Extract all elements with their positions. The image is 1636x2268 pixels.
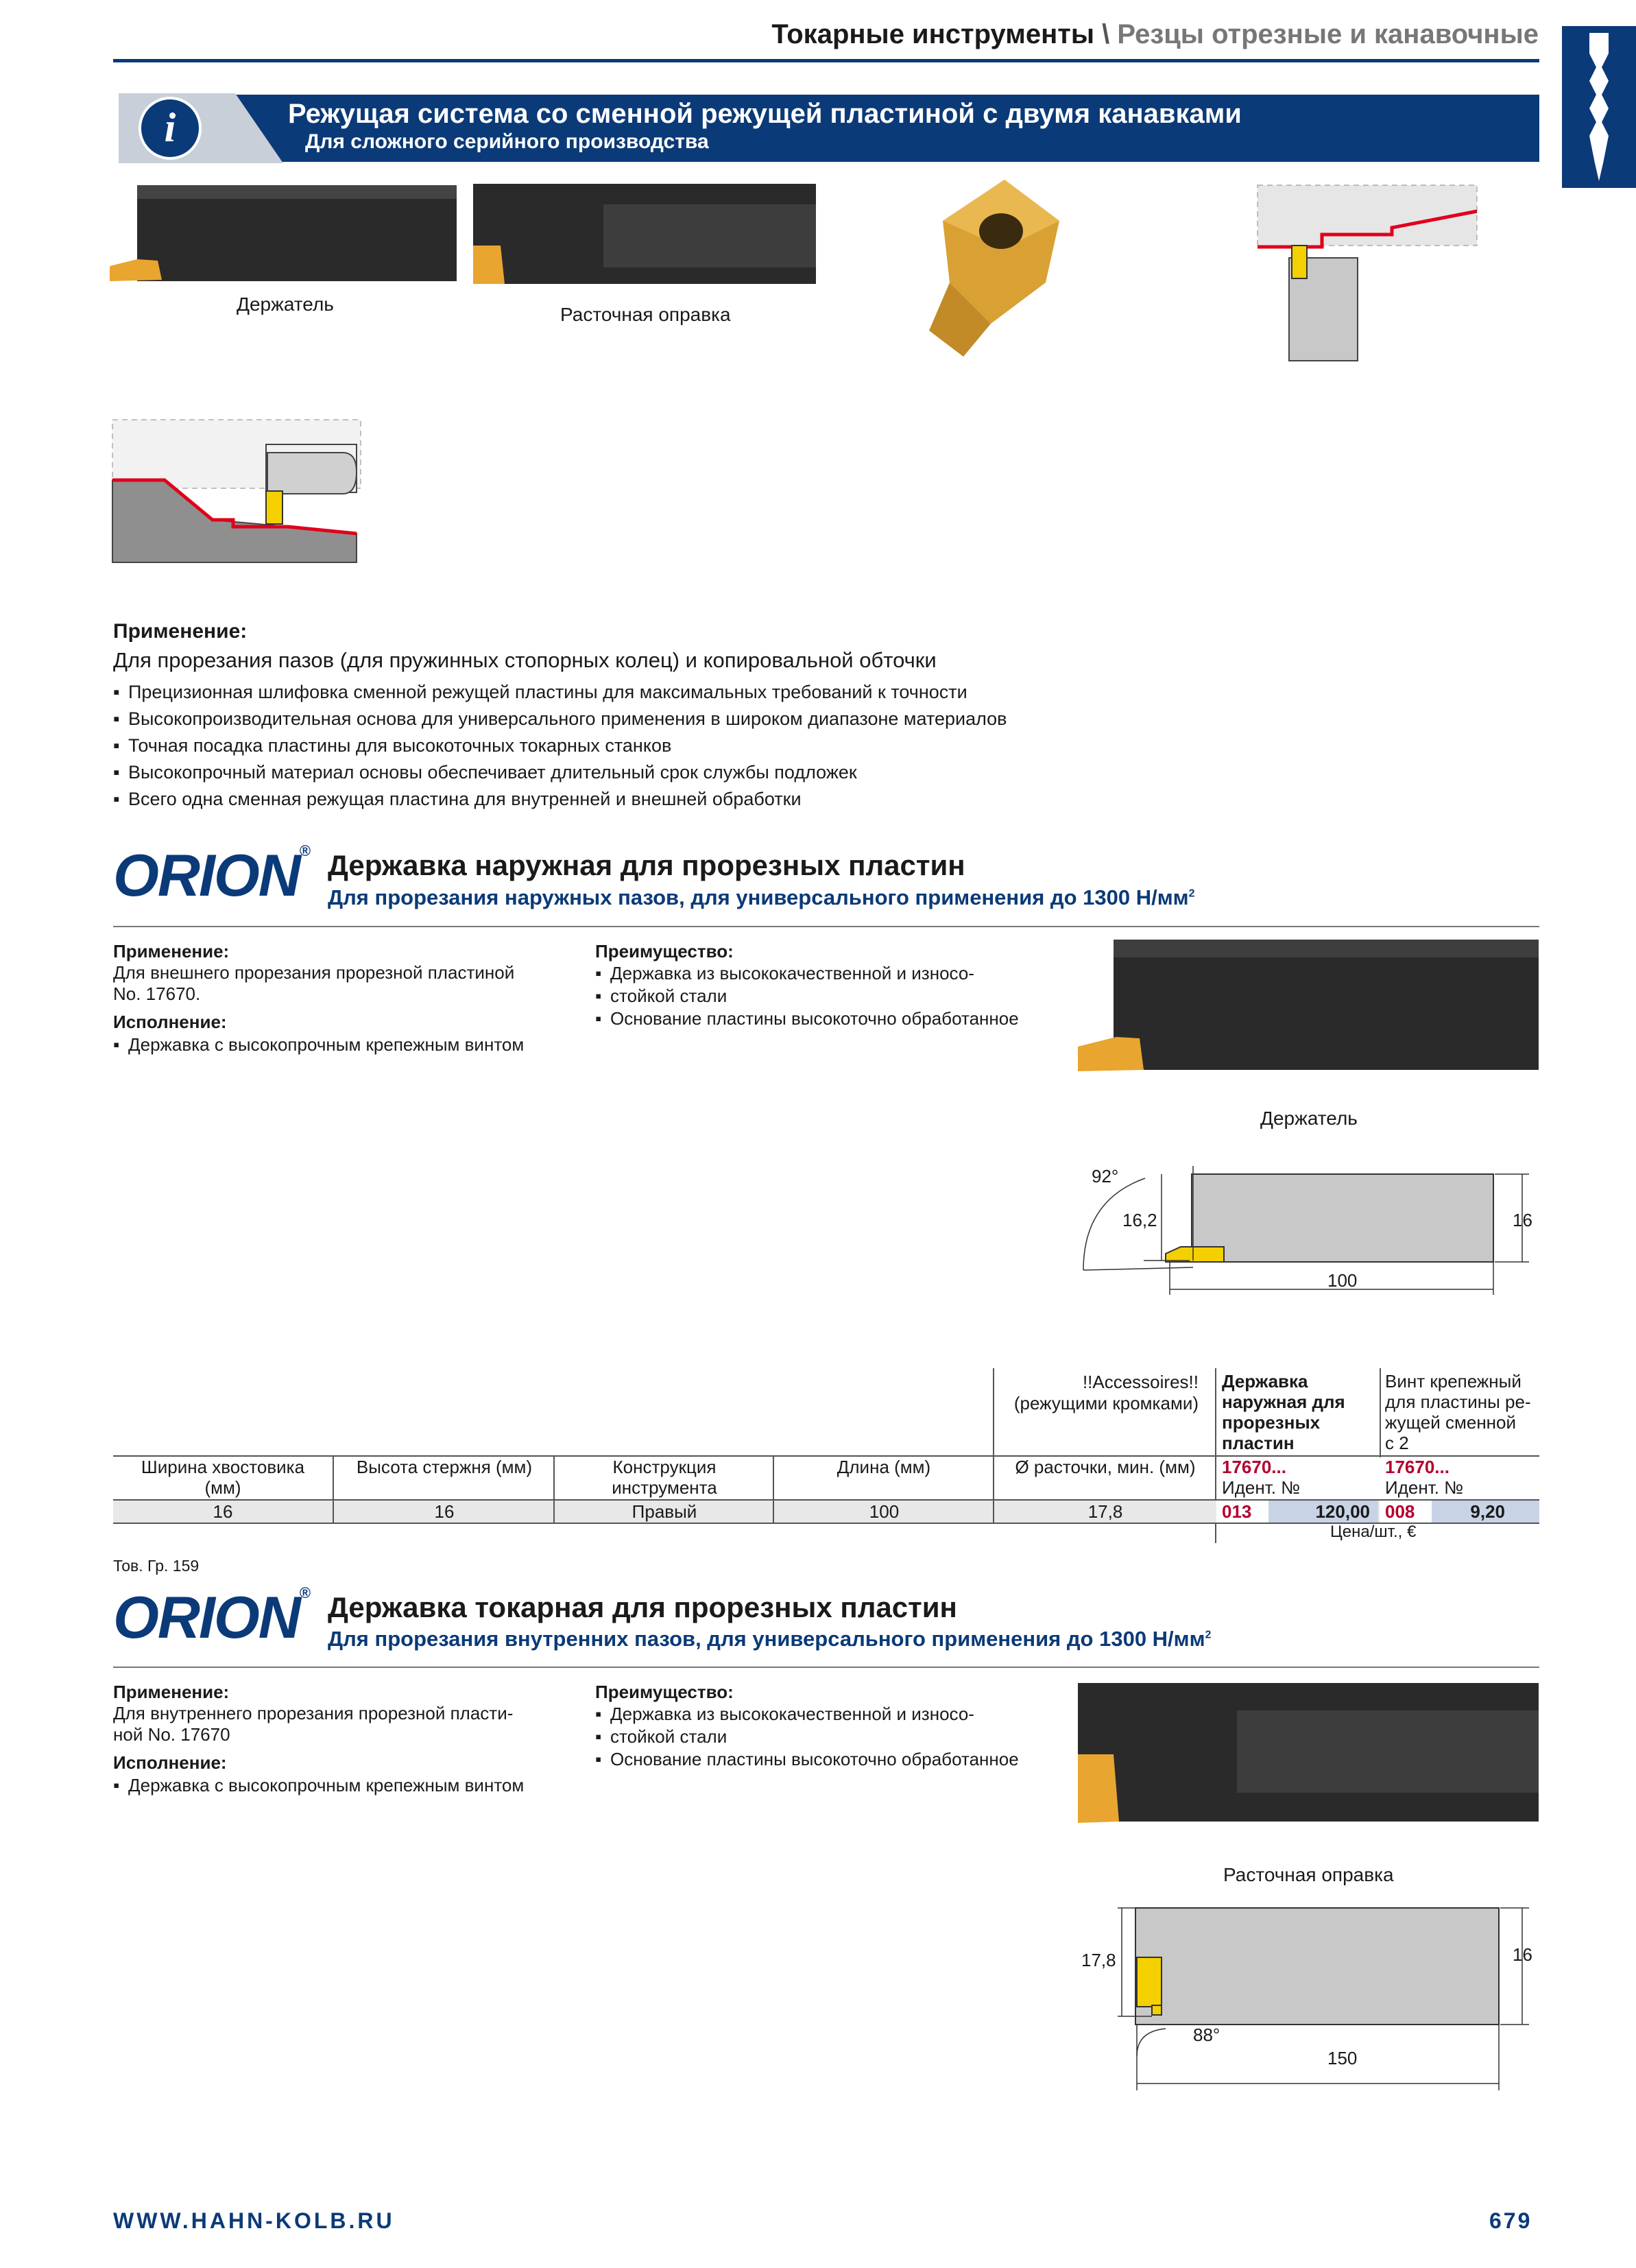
header-separator: \ — [1102, 19, 1110, 49]
holder-header-line: наружная для — [1222, 1392, 1345, 1412]
page-header-title — [771, 19, 1539, 50]
holder-ident-label: Идент. № — [1222, 1477, 1301, 1498]
info-icon — [119, 93, 283, 163]
section1-application — [113, 941, 579, 1057]
section1-dim-angle: 92° — [1092, 1166, 1119, 1186]
cell-height: 16 — [333, 1501, 555, 1523]
holder-ident — [1222, 1457, 1300, 1498]
svg-text:i: i — [164, 105, 176, 150]
col-header-text: Длина (мм) — [837, 1457, 931, 1477]
info-banner — [120, 95, 1539, 162]
list-item: ▪ Державка с высокопрочным крепежным винтом — [113, 1033, 579, 1057]
price-note: Цена/шт., € — [1330, 1523, 1417, 1541]
section1-dim-length: 100 — [1327, 1270, 1358, 1291]
header-rule — [113, 59, 1539, 62]
screw-ident — [1385, 1457, 1463, 1498]
cell-holder-id: 013 — [1216, 1501, 1268, 1523]
list-item-continuation: ▪ стойкой стали — [595, 985, 1075, 1007]
section1-app-text: Для внешнего прорезания прорезной пластиной — [113, 962, 515, 983]
section1-title: Державка наружная для прорезных пластин — [328, 849, 965, 881]
list-item: ▪ Державка с высокопрочным крепежным винтом — [113, 1774, 579, 1798]
screw-ident-label: Идент. № — [1385, 1477, 1464, 1498]
list-item: ▪ Державка из высококачественной и износо- — [595, 1703, 1075, 1726]
section2-app-text: Для внутреннего прорезания прорезной пласти- — [113, 1703, 514, 1723]
holder-photo-caption: Держатель — [237, 294, 334, 315]
col-header-text: (мм) — [204, 1477, 241, 1498]
section1-dim-height-left: 16,2 — [1122, 1210, 1157, 1230]
table-header-screw — [1385, 1371, 1531, 1453]
section1-subtitle-sup: 2 — [1188, 887, 1195, 900]
cell-holder-price: 120,00 — [1268, 1501, 1378, 1523]
section2-subtitle-text: Для прорезания внутренних пазов, для универсального применения до 1300 Н/мм — [328, 1627, 1205, 1651]
table-row — [113, 1499, 1539, 1524]
section2-app-text-2: ной No. 17670 — [113, 1724, 230, 1745]
section2-dim-height-left: 17,8 — [1081, 1950, 1116, 1970]
screw-header-line: для пластины ре- — [1385, 1392, 1531, 1412]
external-grooving-diagram — [1256, 184, 1482, 363]
application-bullets — [113, 679, 1007, 813]
application-intro: Для прорезания пазов (для пружинных стопорных колец) и копировальной обточки — [113, 648, 937, 672]
holder-header-line: Державка — [1222, 1371, 1308, 1392]
col-header-text: Ширина хвостовика — [141, 1457, 305, 1477]
col-header-text: Ø расточки, мин. (мм) — [1015, 1457, 1196, 1477]
list-item: ▪ Высокопроизводительная основа для универсального применения в широком диапазоне материалов — [113, 706, 1007, 732]
table-header-holder — [1222, 1371, 1345, 1453]
accessories-label: !!Accessoires!! — [1082, 1372, 1199, 1392]
col-header-bore — [993, 1457, 1216, 1499]
insert-photo — [929, 180, 1073, 359]
footer-url[interactable]: WWW.HAHN-KOLB.RU — [113, 2208, 395, 2233]
list-item: ▪ Основание пластины высокоточно обработанное — [595, 1007, 1075, 1030]
section2-rule — [113, 1667, 1539, 1668]
section1-app-heading: Применение: — [113, 941, 230, 962]
list-item: ▪ Высокопрочный материал основы обеспечивает длительный срок службы подложек — [113, 759, 1007, 786]
col-header-text: Конструкция — [612, 1457, 717, 1477]
section1-subtitle-text: Для прорезания наружных пазов, для универсального применения до 1300 Н/мм — [328, 885, 1189, 909]
col-header-text: инструмента — [612, 1477, 717, 1498]
screw-header-line: Винт крепежный — [1385, 1371, 1521, 1392]
section1-holder-photo — [1078, 937, 1541, 1073]
section2-subtitle-sup: 2 — [1205, 1629, 1212, 1641]
cell-length: 100 — [773, 1501, 994, 1523]
banner-title: Режущая система со сменной режущей пластиной с двумя канавками — [288, 99, 1242, 129]
table-vline — [1380, 1368, 1381, 1457]
col-header-length — [773, 1457, 994, 1499]
banner-subtitle: Для сложного серийного производства — [305, 130, 709, 153]
section2-dim-angle: 88° — [1193, 2025, 1220, 2045]
section2-adv-heading: Преимущество: — [595, 1682, 734, 1702]
chapter-tab — [1562, 26, 1636, 188]
section2-subtitle — [328, 1627, 1211, 1651]
list-item: ▪ Всего одна сменная режущая пластина для внутренней и внешней обработки — [113, 786, 1007, 813]
screw-ident-code: 17670... — [1385, 1457, 1449, 1477]
brand-logo-2 — [113, 1584, 309, 1652]
section2-application — [113, 1682, 579, 1798]
section2-title: Державка токарная для прорезных пластин — [328, 1591, 957, 1623]
accessories-sublabel: (режущими кромками) — [1013, 1393, 1199, 1413]
boring-bar-photo-caption: Расточная оправка — [560, 304, 731, 325]
col-header-width — [113, 1457, 333, 1498]
list-item: ▪ Державка из высококачественной и износо- — [595, 962, 1075, 985]
section2-advantages — [595, 1682, 1075, 1771]
section2-boring-bar-photo — [1078, 1679, 1541, 1824]
col-header-design — [553, 1457, 774, 1499]
brand-reg-mark: ® — [299, 1584, 310, 1601]
header-sub-title: Резцы отрезные и канавочные — [1117, 19, 1539, 49]
brand-name: ORION — [113, 1585, 300, 1651]
col-header-height — [333, 1457, 555, 1499]
holder-ident-code: 17670... — [1222, 1457, 1286, 1477]
section1-exec-heading: Исполнение: — [113, 1012, 227, 1032]
brand-name: ORION — [113, 843, 300, 909]
boring-bar-photo — [473, 184, 819, 288]
drill-icon — [1562, 26, 1636, 188]
list-item-continuation: ▪ стойкой стали — [595, 1726, 1075, 1748]
holder-photo — [110, 184, 459, 288]
cell-width: 16 — [213, 1501, 233, 1522]
cell-screw-price: 9,20 — [1432, 1501, 1539, 1523]
table-vline — [993, 1368, 994, 1457]
application-heading: Применение: — [113, 620, 248, 643]
section2-app-heading: Применение: — [113, 1682, 230, 1702]
section2-image-caption: Расточная оправка — [1223, 1864, 1394, 1885]
section1-app-text-2: No. 17670. — [113, 983, 201, 1004]
screw-header-line: с 2 — [1385, 1433, 1409, 1453]
section2-dim-length: 150 — [1327, 2048, 1358, 2068]
section1-rule — [113, 926, 1539, 927]
col-header-text: Высота стержня (мм) — [356, 1457, 533, 1477]
holder-header-line: пластин — [1222, 1433, 1295, 1453]
section2-dimension-drawing — [1076, 1894, 1540, 2093]
table-column-headers — [113, 1457, 993, 1499]
header-main-title: Токарные инструменты — [771, 19, 1095, 49]
holder-header-line: прорезных — [1222, 1412, 1321, 1433]
cell-design: Правый — [553, 1501, 774, 1523]
cell-bore: 17,8 — [993, 1501, 1216, 1523]
screw-header-line: жущей сменной — [1385, 1412, 1517, 1433]
section1-advantages — [595, 941, 1075, 1030]
list-item: ▪ Основание пластины высокоточно обработанное — [595, 1748, 1075, 1771]
section1-dim-height-right: 16 — [1513, 1210, 1532, 1230]
group-note: Тов. Гр. 159 — [113, 1557, 200, 1575]
list-item: ▪ Прецизионная шлифовка сменной режущей пластины для максимальных требований к точности — [113, 679, 1007, 706]
section1-image-caption: Держатель — [1260, 1108, 1358, 1129]
page-number: 679 — [1489, 2208, 1532, 2233]
brand-logo — [113, 842, 309, 910]
table-header-accessories — [993, 1372, 1199, 1414]
section1-adv-heading: Преимущество: — [595, 941, 734, 962]
section2-exec-heading: Исполнение: — [113, 1752, 227, 1773]
section1-subtitle — [328, 885, 1194, 910]
internal-grooving-diagram — [110, 417, 370, 564]
cell-screw-id: 008 — [1380, 1501, 1432, 1523]
list-item: ▪ Точная посадка пластины для высокоточных токарных станков — [113, 732, 1007, 759]
section2-dim-height-right: 16 — [1513, 1944, 1532, 1965]
brand-reg-mark: ® — [299, 842, 310, 859]
